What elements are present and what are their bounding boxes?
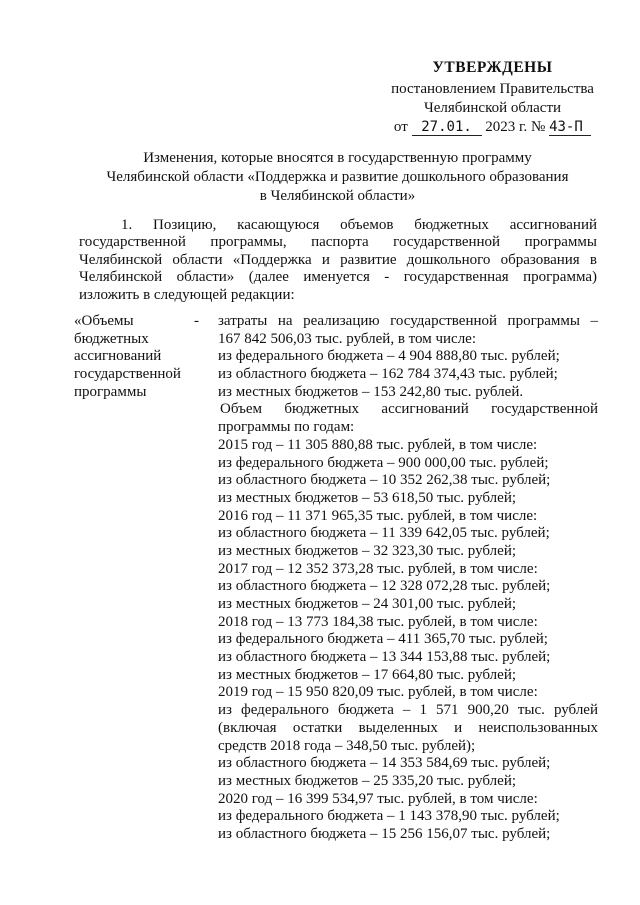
document-title (70, 149, 605, 206)
left-cell-line: «Объемы (74, 313, 134, 329)
right-cell-line: из федерального бюджета – 1 571 900,20 тыс. рублей (218, 702, 598, 719)
left-cell-line: программы (74, 383, 147, 400)
paragraph-line: изложить в следующей редакции: (79, 286, 295, 303)
right-cell-line: из местных бюджетов – 153 242,80 тыс. рублей. (218, 383, 524, 400)
right-cell-line: Объем бюджетных ассигнований государственной (220, 401, 598, 418)
right-cell-line: 2016 год – 11 371 965,35 тыс. рублей, в том числе: (218, 507, 538, 524)
right-cell-line: из федерального бюджета – 900 000,00 тыс. рублей; (218, 454, 549, 471)
approval-block (380, 58, 605, 137)
right-cell-line: 2015 год – 11 305 880,88 тыс. рублей, в том числе: (218, 436, 538, 453)
approval-heading: УТВЕРЖДЕНЫ (432, 59, 553, 76)
right-cell-line: из местных бюджетов – 24 301,00 тыс. рублей; (218, 596, 517, 612)
right-cell-line: из областного бюджета – 11 339 642,05 тыс. рублей; (218, 525, 550, 542)
paragraph-line: Челябинской области» (далее именуется - государственная программа) (79, 269, 597, 286)
handwritten-date: 27.01. (412, 120, 482, 136)
right-cell-line: из областного бюджета – 15 256 156,07 тыс. рублей; (218, 825, 551, 842)
right-cell-line: из федерального бюджета – 411 365,70 тыс. рублей; (218, 631, 548, 648)
approval-line-2: Челябинской области (423, 100, 562, 116)
right-cell-line: из областного бюджета – 13 344 153,88 тыс. рублей; (218, 649, 551, 666)
title-line-1: Изменения, которые вносятся в государственную программу (143, 150, 532, 166)
right-cell-line: 2018 год – 13 773 184,38 тыс. рублей, в том числе: (218, 613, 538, 630)
right-cell-line: затраты на реализацию государственной программы – (218, 313, 598, 329)
right-cell-line: из областного бюджета – 12 328 072,28 тыс. рублей; (218, 578, 551, 595)
right-cell-line: из местных бюджетов – 17 664,80 тыс. рублей; (218, 666, 517, 683)
right-cell-line: средств 2018 года – 348,50 тыс. рублей); (218, 737, 476, 754)
right-cell-line: (включая остатки выделенных и неиспользованных (218, 719, 598, 736)
intro-paragraph (79, 217, 597, 304)
right-cell-line: из федерального бюджета – 4 904 888,80 тыс. рублей; (218, 348, 560, 365)
table-right-column (218, 313, 598, 844)
handwritten-number: 43-П (549, 120, 591, 136)
title-line-2: Челябинской области «Поддержка и развитие дошкольного образования (106, 169, 569, 185)
paragraph-line: Челябинской области «Поддержка и развитие дошкольного образования в (79, 251, 597, 268)
left-cell-line: бюджетных (74, 330, 149, 347)
right-cell-line: 2020 год – 16 399 534,97 тыс. рублей, в том числе: (218, 790, 538, 807)
right-cell-line: 2019 год – 15 950 820,09 тыс. рублей, в том числе: (218, 684, 538, 701)
table-left-column (74, 313, 209, 402)
approval-line-1: постановлением Правительства (391, 81, 594, 97)
year-number-label: 2023 г. № (485, 119, 546, 135)
approval-date-row (380, 118, 605, 137)
right-cell-line: из местных бюджетов – 32 323,30 тыс. рублей; (218, 542, 517, 559)
right-cell-line: из местных бюджетов – 53 618,50 тыс. рублей; (218, 489, 517, 506)
right-cell-line: 167 842 506,03 тыс. рублей, в том числе: (218, 330, 477, 347)
right-cell-line: из областного бюджета – 162 784 374,43 тыс. рублей; (218, 366, 558, 383)
paragraph-line: государственной программы, паспорта государственной программы (79, 234, 597, 251)
title-line-3: в Челябинской области» (259, 188, 416, 204)
right-cell-line: 2017 год – 12 352 373,28 тыс. рублей, в том числе: (218, 560, 538, 577)
right-cell-line: из федерального бюджета – 1 143 378,90 тыс. рублей; (218, 808, 560, 825)
left-dash: - (194, 313, 199, 329)
left-cell-line: государственной (74, 366, 181, 383)
date-prefix: от (393, 119, 408, 135)
right-cell-line: из местных бюджетов – 25 335,20 тыс. рублей; (218, 772, 517, 789)
paragraph-line: 1. Позицию, касающуюся объемов бюджетных ассигнований (121, 217, 597, 233)
left-cell-line: ассигнований (74, 348, 162, 365)
right-cell-line: программы по годам: (218, 419, 355, 436)
right-cell-line: из областного бюджета – 10 352 262,38 тыс. рублей; (218, 472, 551, 489)
right-cell-line: из областного бюджета – 14 353 584,69 тыс. рублей; (218, 755, 551, 772)
